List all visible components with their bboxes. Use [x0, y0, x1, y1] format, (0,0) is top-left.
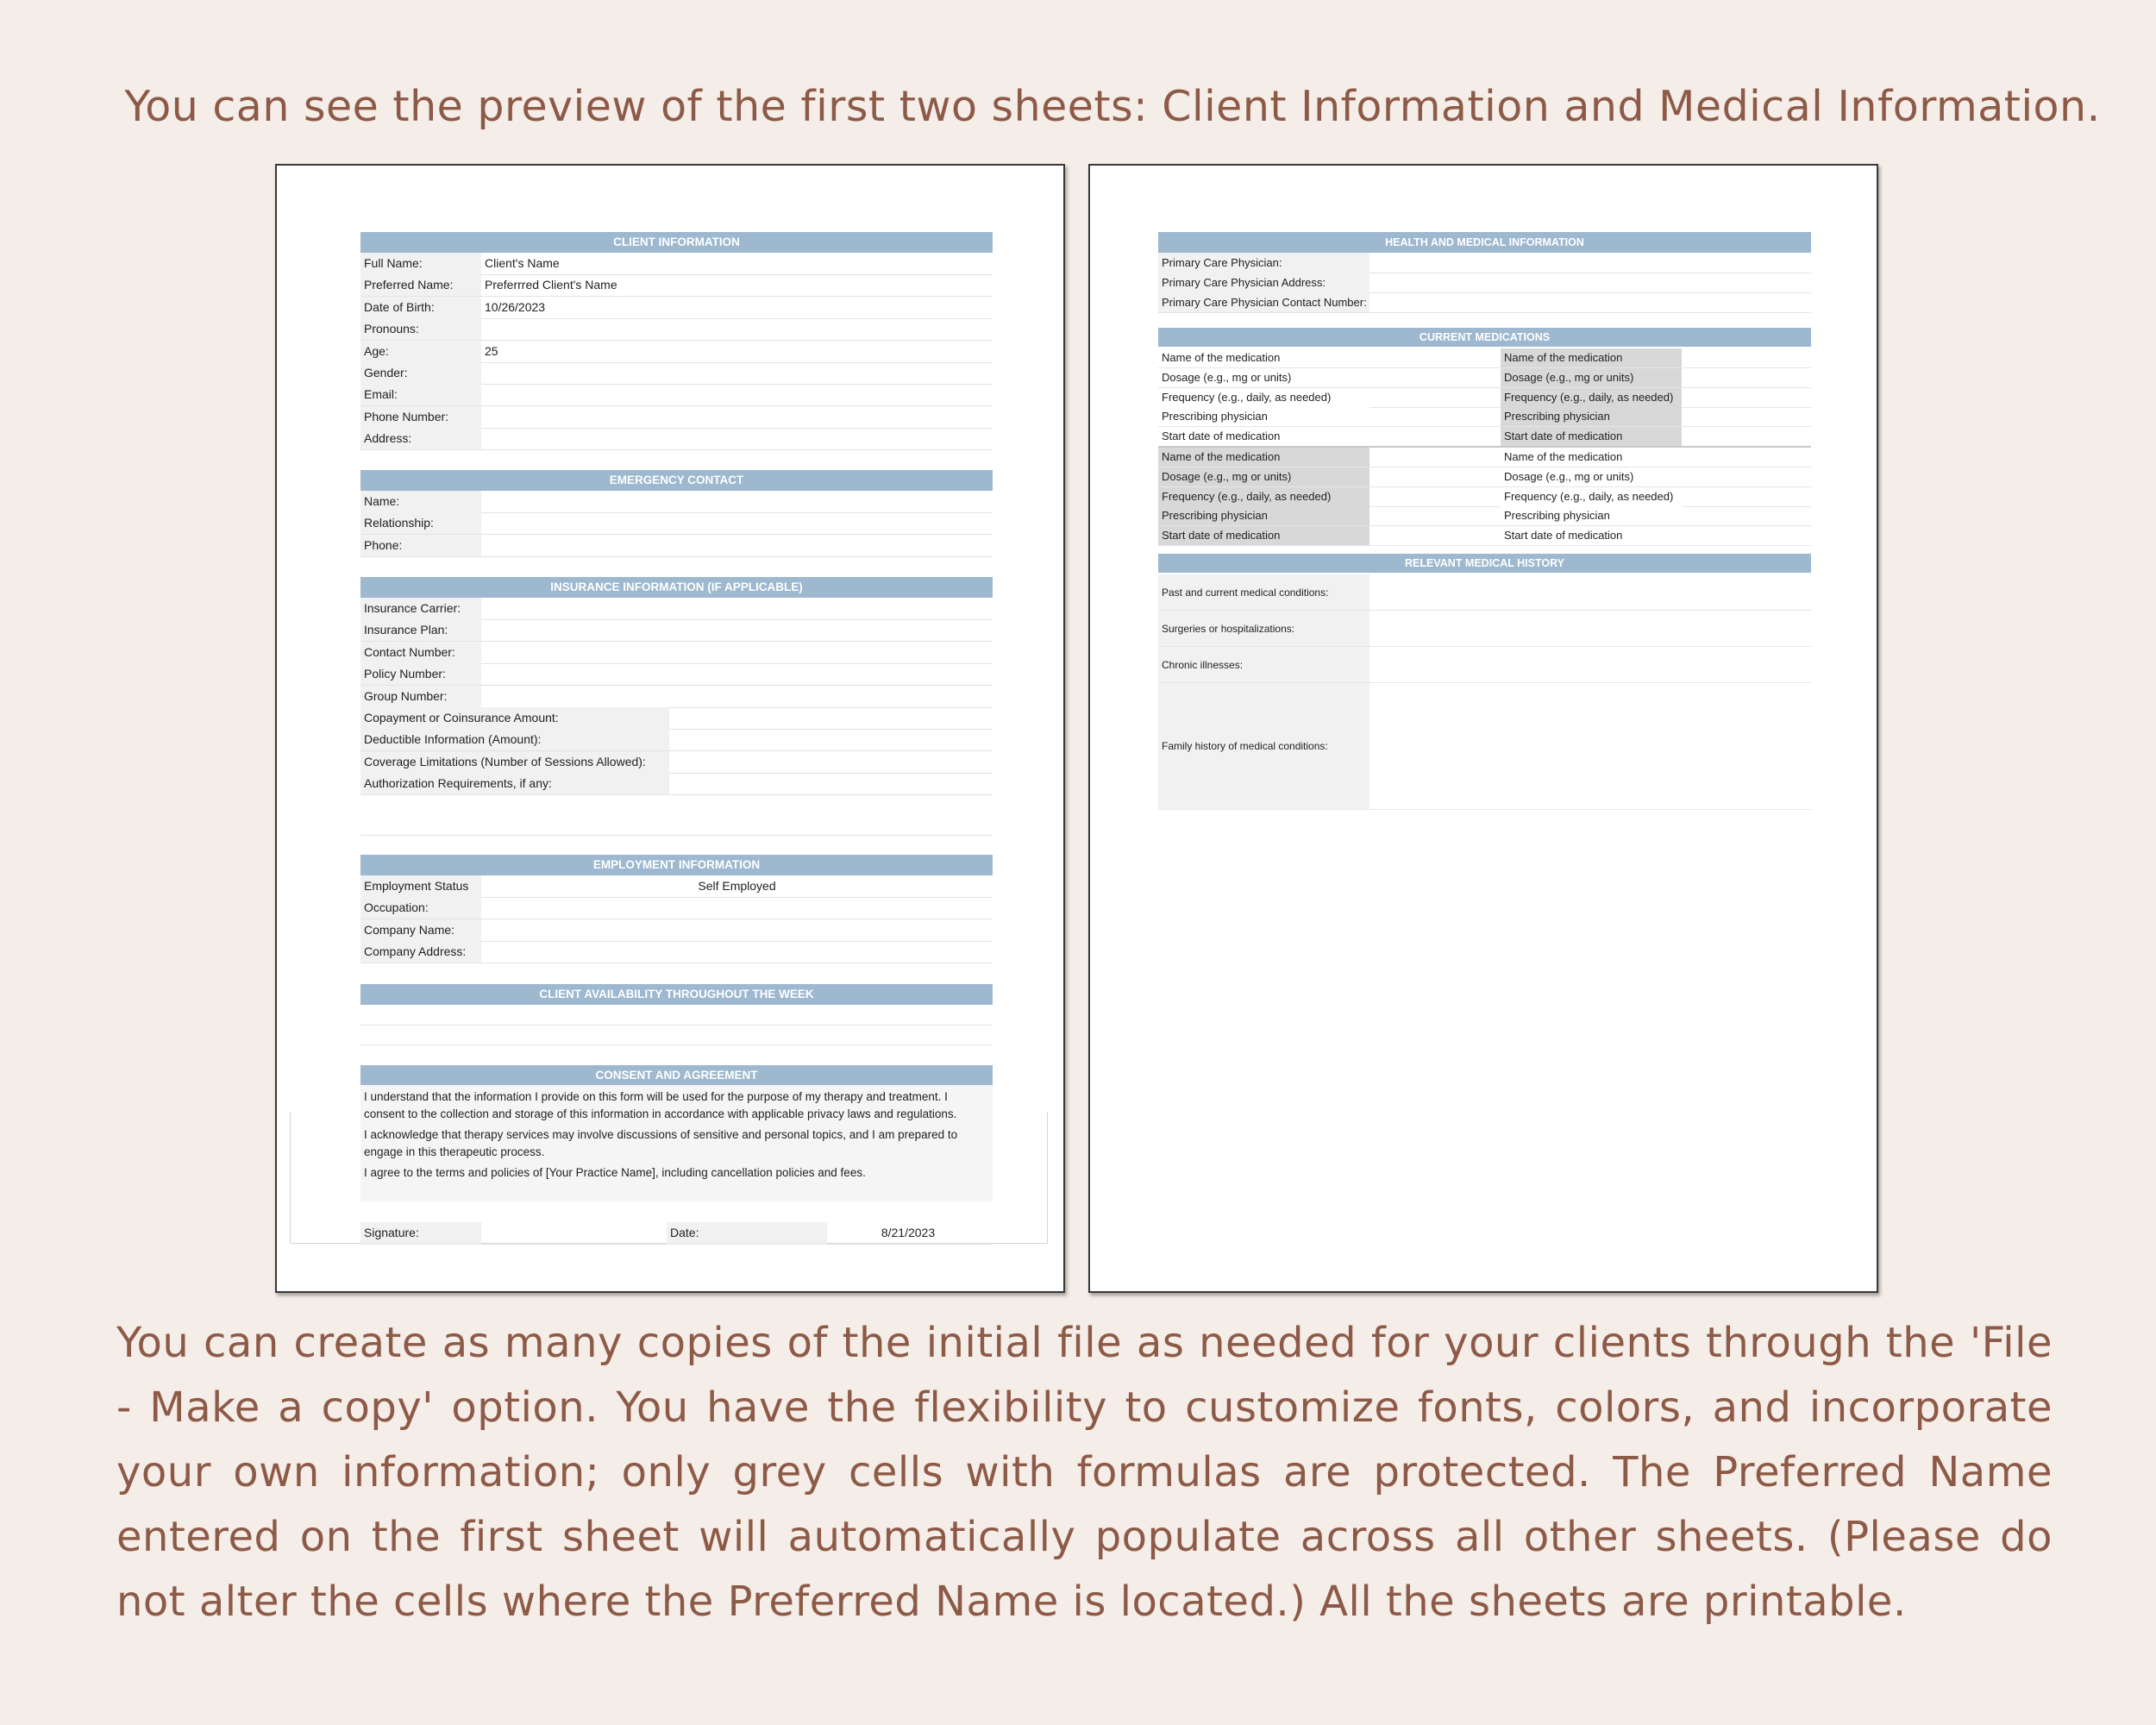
field-value[interactable]: Self Employed [698, 879, 776, 893]
field-value[interactable]: Client's Name [485, 256, 560, 270]
medication-row [1158, 427, 1811, 448]
medication-field-label: Frequency (e.g., daily, as needed) [1158, 487, 1369, 506]
availability-line [360, 1044, 993, 1045]
consent-paragraph: I acknowledge that therapy services may involve discussions of sensitive and personal topics, and I am prepared to engage in this therapeutic process. [364, 1128, 958, 1158]
blank-row-line [360, 835, 993, 836]
field-label: Group Number: [360, 686, 481, 707]
medication-field-value[interactable] [1369, 487, 1501, 506]
form-row [360, 663, 993, 686]
signature-field[interactable] [481, 1222, 670, 1244]
medication-field-value[interactable] [1682, 388, 1811, 407]
medication-row [1158, 368, 1811, 388]
form-row [360, 341, 993, 363]
form-row [360, 751, 993, 774]
medication-field-value[interactable] [1369, 506, 1501, 525]
medication-field-value[interactable] [1682, 427, 1811, 446]
medication-field-label: Dosage (e.g., mg or units) [1158, 467, 1369, 486]
form-row [360, 318, 993, 341]
medication-field-value[interactable] [1369, 427, 1501, 446]
medication-row [1158, 448, 1811, 467]
form-row [360, 253, 993, 275]
field-label: Preferred Name: [360, 274, 481, 296]
form-row [360, 362, 993, 385]
field-label: Email: [360, 384, 481, 405]
field-label: Deductible Information (Amount): [360, 729, 669, 750]
field-value[interactable] [1369, 292, 1814, 314]
form-row [360, 729, 993, 751]
form-row [360, 535, 993, 557]
field-value[interactable]: Preferrred Client's Name [485, 278, 617, 292]
form-row [360, 384, 993, 406]
field-value[interactable] [669, 773, 996, 794]
medication-row [1158, 388, 1811, 408]
client-information-sheet [275, 164, 1065, 1293]
field-label: Address: [360, 428, 481, 449]
form-row [360, 686, 993, 708]
form-row [360, 875, 993, 898]
medication-field-label: Start date of medication [1158, 526, 1369, 545]
field-value[interactable] [481, 686, 996, 707]
field-label: Pronouns: [360, 318, 481, 340]
field-value[interactable] [481, 384, 996, 405]
medication-field-label: Prescribing physician [1501, 506, 1682, 525]
field-label: Gender: [360, 362, 481, 384]
field-label: Company Address: [360, 941, 481, 963]
field-value[interactable] [669, 751, 996, 773]
form-row [360, 428, 993, 450]
field-label: Relationship: [360, 512, 481, 534]
medication-field-value[interactable] [1369, 526, 1501, 545]
medication-field-label: Prescribing physician [1501, 407, 1682, 426]
field-value[interactable] [481, 512, 996, 534]
medication-field-label: Dosage (e.g., mg or units) [1501, 467, 1682, 486]
medical-history-header: RELEVANT MEDICAL HISTORY [1158, 554, 1811, 573]
field-value[interactable] [481, 428, 996, 449]
history-row [1158, 647, 1811, 683]
history-value[interactable] [1369, 574, 1811, 610]
medication-field-label: Name of the medication [1158, 448, 1369, 467]
form-row [360, 406, 993, 429]
history-value[interactable] [1369, 611, 1811, 646]
form-row [360, 619, 993, 642]
field-value[interactable] [481, 897, 996, 919]
emergency-contact-header: EMERGENCY CONTACT [360, 470, 993, 491]
history-label: Surgeries or hospitalizations: [1158, 611, 1369, 646]
medication-field-label: Name of the medication [1501, 448, 1682, 467]
medication-row [1158, 467, 1811, 487]
insurance-header: INSURANCE INFORMATION (IF APPLICABLE) [360, 577, 993, 598]
medication-field-label: Name of the medication [1158, 348, 1369, 367]
form-row [360, 707, 993, 730]
medication-field-value[interactable] [1682, 348, 1811, 367]
form-row [360, 919, 993, 942]
field-label: Insurance Carrier: [360, 598, 481, 619]
history-label: Chronic illnesses: [1158, 647, 1369, 682]
form-row [360, 773, 993, 795]
field-value[interactable]: 10/26/2023 [485, 299, 546, 314]
form-row [360, 491, 993, 513]
medication-field-value[interactable] [1369, 368, 1501, 387]
date-value[interactable]: 8/21/2023 [881, 1226, 936, 1239]
availability-line [360, 1025, 993, 1026]
field-value[interactable] [669, 729, 996, 750]
field-value[interactable] [481, 362, 996, 384]
history-row [1158, 683, 1811, 810]
form-row [1158, 292, 1811, 313]
field-value[interactable] [1369, 253, 1814, 274]
field-value[interactable] [481, 663, 996, 685]
form-row [360, 897, 993, 919]
field-value[interactable] [481, 491, 996, 512]
medication-row [1158, 526, 1811, 546]
field-label: Insurance Plan: [360, 619, 481, 641]
field-value[interactable]: 25 [485, 343, 498, 358]
employment-header: EMPLOYMENT INFORMATION [360, 855, 993, 875]
field-value[interactable] [481, 535, 996, 556]
history-label: Family history of medical conditions: [1158, 683, 1369, 809]
form-row [360, 297, 993, 319]
field-label: Primary Care Physician: [1158, 253, 1369, 273]
history-value[interactable] [1369, 647, 1811, 682]
medication-field-label: Prescribing physician [1158, 506, 1369, 525]
medication-field-value[interactable] [1369, 388, 1501, 407]
form-row [1158, 253, 1811, 273]
date-label: Date: [667, 1222, 827, 1244]
signature-label: Signature: [360, 1222, 481, 1244]
medication-field-label: Name of the medication [1501, 348, 1682, 367]
field-label: Name: [360, 491, 481, 512]
medication-row [1158, 487, 1811, 507]
field-value[interactable] [669, 707, 996, 729]
medication-field-value[interactable] [1369, 467, 1501, 486]
field-label: Date of Birth: [360, 297, 481, 318]
field-label: Primary Care Physician Contact Number: [1158, 292, 1369, 312]
field-value[interactable] [481, 598, 996, 619]
field-value[interactable] [481, 919, 996, 941]
medication-row [1158, 407, 1811, 427]
medication-field-value[interactable] [1682, 407, 1811, 426]
consent-header: CONSENT AND AGREEMENT [360, 1065, 993, 1086]
field-label: Phone Number: [360, 406, 481, 428]
history-label: Past and current medical conditions: [1158, 574, 1369, 610]
medication-row [1158, 506, 1811, 526]
description-text: You can create as many copies of the initial file as needed for your clients through the 'File - Make a copy' option. You have the flexibility to customize fonts, colors, and incorporate your own information; only grey cells with formulas are protected. The Preferred Name entered on the first sheet will automatically populate across all other sheets. (Please do not alter the cells where the Preferred Name is located.) All the sheets are printable. [116, 1319, 2053, 1626]
medication-field-value[interactable] [1682, 526, 1811, 545]
field-value[interactable] [1369, 273, 1814, 294]
field-label: Full Name: [360, 253, 481, 274]
medication-row [1158, 348, 1811, 368]
history-row [1158, 574, 1811, 611]
field-label: Authorization Requirements, if any: [360, 773, 669, 794]
field-value[interactable] [481, 619, 996, 641]
form-row [360, 512, 993, 535]
field-value[interactable] [481, 406, 996, 428]
history-value[interactable] [1369, 683, 1811, 809]
history-row [1158, 611, 1811, 647]
field-value[interactable] [481, 318, 996, 340]
health-medical-header: HEALTH AND MEDICAL INFORMATION [1158, 232, 1811, 253]
field-value[interactable] [481, 642, 996, 663]
form-row [360, 598, 993, 620]
medication-field-label: Start date of medication [1501, 427, 1682, 446]
medication-field-label: Prescribing physician [1158, 407, 1369, 426]
medication-field-value[interactable] [1682, 448, 1811, 467]
field-label: Contact Number: [360, 642, 481, 663]
medication-field-label: Frequency (e.g., daily, as needed) [1158, 388, 1369, 407]
medication-field-label: Dosage (e.g., mg or units) [1158, 368, 1369, 387]
medication-field-label: Frequency (e.g., daily, as needed) [1501, 487, 1682, 506]
form-row [360, 274, 993, 297]
medication-field-label: Dosage (e.g., mg or units) [1501, 368, 1682, 387]
field-label: Company Name: [360, 919, 481, 941]
form-row [360, 642, 993, 664]
field-label: Occupation: [360, 897, 481, 919]
medication-field-label: Frequency (e.g., daily, as needed) [1501, 388, 1682, 407]
client-information-header: CLIENT INFORMATION [360, 232, 993, 253]
medications-header: CURRENT MEDICATIONS [1158, 328, 1811, 347]
field-label: Employment Status [360, 875, 481, 897]
field-label: Primary Care Physician Address: [1158, 273, 1369, 292]
medical-information-sheet [1088, 164, 1878, 1293]
medication-field-label: Start date of medication [1501, 526, 1682, 545]
consent-paragraph: I agree to the terms and policies of [Your Practice Name], including cancellation policies and fees. [364, 1166, 866, 1179]
medication-field-value[interactable] [1682, 368, 1811, 387]
medication-field-value[interactable] [1682, 467, 1811, 486]
medication-field-value[interactable] [1369, 348, 1501, 367]
medication-field-value[interactable] [1369, 448, 1501, 467]
form-row [360, 941, 993, 963]
field-label: Coverage Limitations (Number of Sessions Allowed): [360, 751, 669, 773]
medication-field-label: Start date of medication [1158, 427, 1369, 446]
medication-field-value[interactable] [1682, 487, 1811, 506]
consent-paragraph: I understand that the information I provide on this form will be used for the purpose of my therapy and treatment. I consent to the collection and storage of this information in accordance with applicable privacy laws and regulations. [364, 1090, 957, 1120]
availability-header: CLIENT AVAILABILITY THROUGHOUT THE WEEK [360, 984, 993, 1005]
signature-row [360, 1222, 993, 1245]
field-label: Phone: [360, 535, 481, 556]
field-label: Copayment or Coinsurance Amount: [360, 707, 669, 729]
field-label: Age: [360, 341, 481, 362]
field-value[interactable] [481, 941, 996, 963]
field-label: Policy Number: [360, 663, 481, 685]
medication-field-value[interactable] [1682, 506, 1811, 525]
medication-field-value[interactable] [1369, 407, 1501, 426]
form-row [1158, 273, 1811, 293]
headline: You can see the preview of the first two sheets: Client Information and Medical Information. [124, 82, 2101, 131]
consent-text [360, 1085, 993, 1201]
